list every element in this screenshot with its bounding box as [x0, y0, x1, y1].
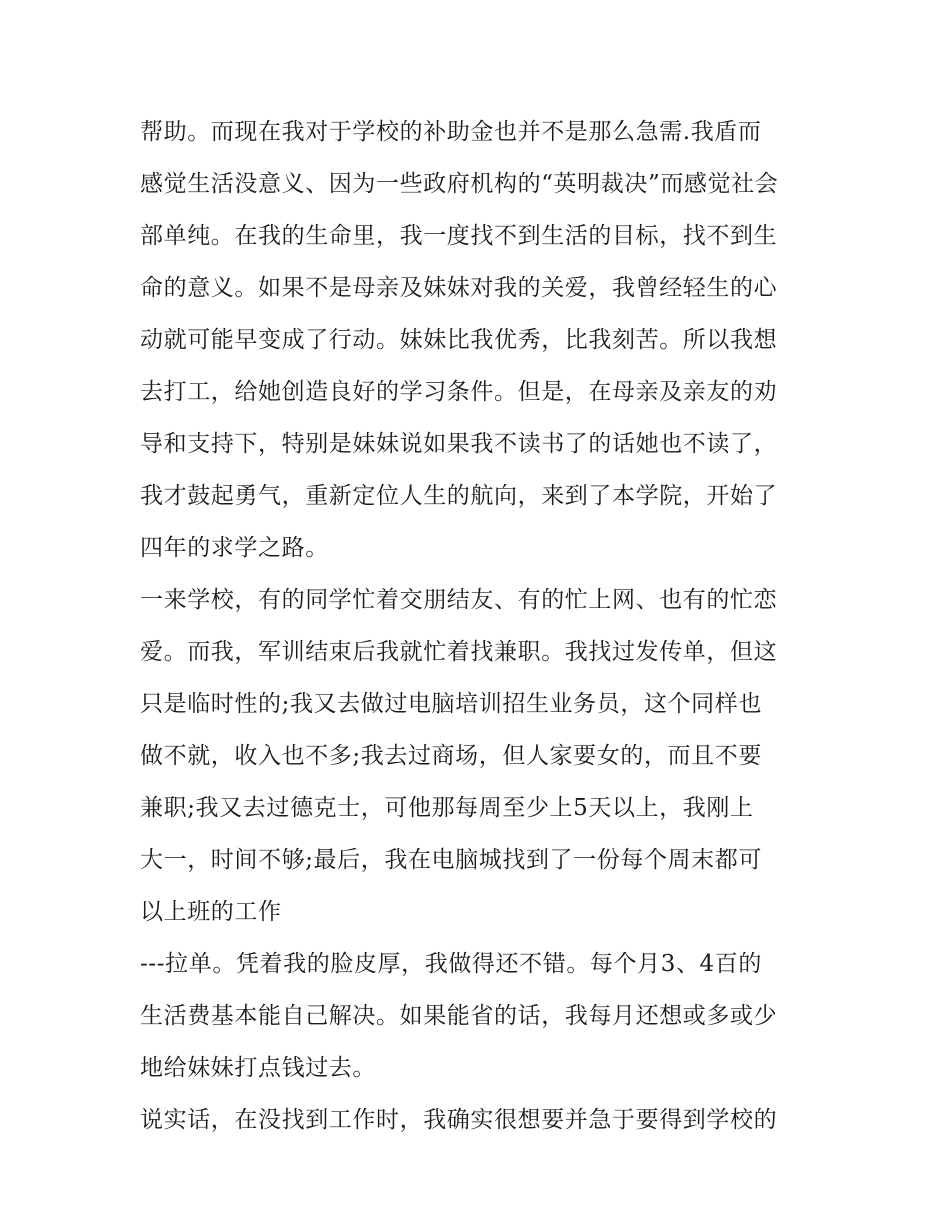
text-line: 感觉生活没意义、因为一些政府机构的“英明裁决”而感觉社会 [140, 171, 779, 197]
text-line: 命的意义。如果不是母亲及妹妹对我的关爱，我曾经轻生的心 [140, 275, 778, 301]
text-line: 爱。而我，军训结束后我就忙着找兼职。我找过发传单，但这 [140, 639, 778, 665]
text-line: 一来学校，有的同学忙着交朋结友、有的忙上网、也有的忙恋 [140, 587, 778, 613]
text-line: 做不就，收入也不多;我去过商场，但人家要女的，而且不要 [140, 743, 762, 769]
text-line: 去打工，给她创造良好的学习条件。但是，在母亲及亲友的劝 [140, 379, 778, 405]
text-line: 生活费基本能自己解决。如果能省的话，我每月还想或多或少 [140, 1003, 778, 1029]
text-line: 我才鼓起勇气，重新定位人生的航向，来到了本学院，开始了 [140, 483, 778, 509]
text-line: 兼职;我又去过德克士，可他那每周至少上5天以上，我刚上 [140, 795, 754, 821]
body-text [140, 106, 830, 1146]
text-line: ---拉单。凭着我的脸皮厚，我做得还不错。每个月3、4百的 [140, 951, 762, 977]
text-line: 说实话，在没找到工作时，我确实很想要并急于要得到学校的 [140, 1107, 778, 1133]
text-line: 导和支持下，特别是妹妹说如果我不读书了的话她也不读了， [140, 431, 778, 457]
text-line: 四年的求学之路。 [140, 535, 329, 561]
text-line: 只是临时性的;我又去做过电脑培训招生业务员，这个同样也 [140, 691, 762, 717]
text-line: 帮助。而现在我对于学校的补助金也并不是那么急需.我盾而 [140, 119, 762, 145]
text-line: 部单纯。在我的生命里，我一度找不到生活的目标，找不到生 [140, 223, 778, 249]
text-line: 以上班的工作 [140, 899, 282, 925]
text-line: 大一，时间不够;最后，我在电脑城找到了一份每个周末都可 [140, 847, 762, 873]
text-line: 动就可能早变成了行动。妹妹比我优秀，比我刻苦。所以我想 [140, 327, 778, 353]
text-line: 地给妹妹打点钱过去。 [140, 1055, 376, 1081]
